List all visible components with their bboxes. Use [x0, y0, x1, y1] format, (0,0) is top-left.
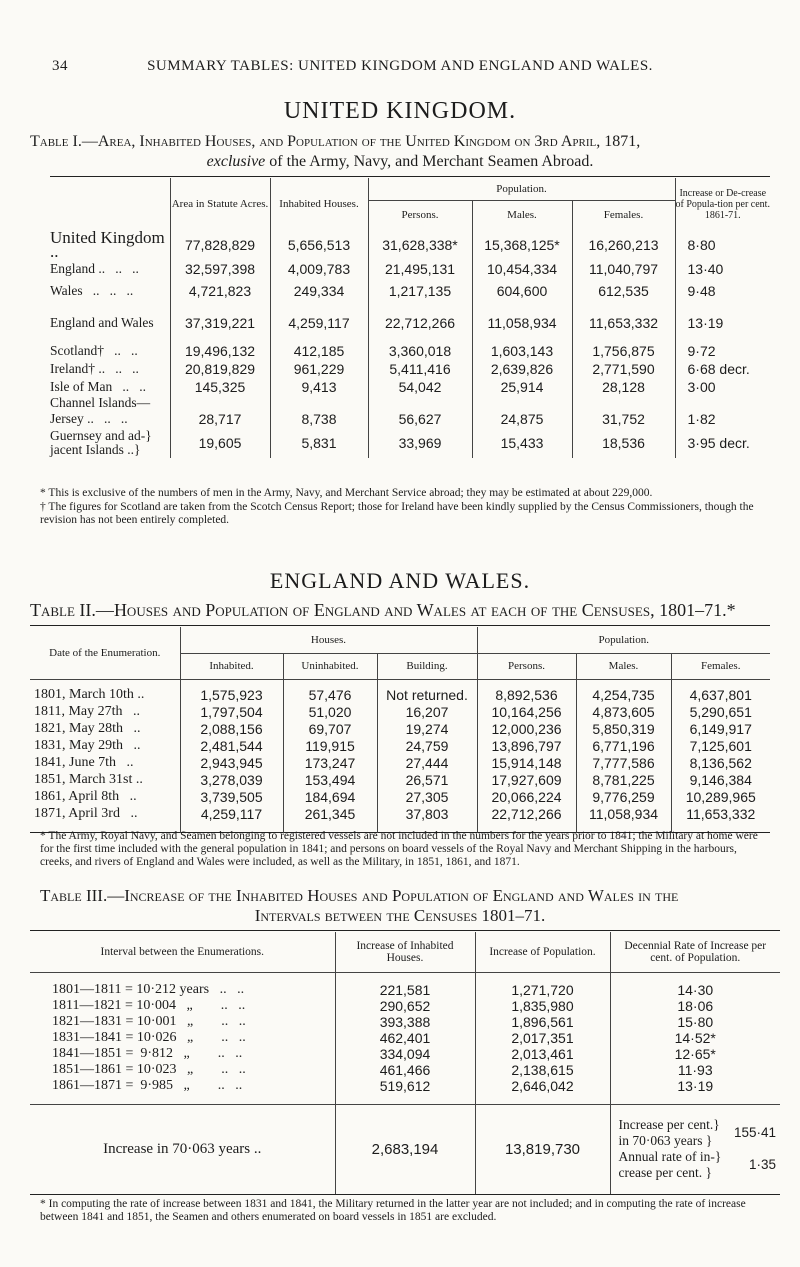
table-row	[30, 771, 770, 788]
table-row	[30, 737, 770, 754]
t3-header-population: Increase of Population.	[475, 932, 610, 972]
table1-caption-exclusive: exclusive	[206, 153, 266, 170]
males-cell: 5,850,319	[576, 720, 671, 737]
inhabited-cell: 1,797,504	[180, 703, 283, 720]
rate-cell: 12·65*	[610, 1046, 780, 1062]
table-row	[30, 1014, 780, 1030]
persons-cell: 21,495,131	[368, 260, 472, 278]
area-cell: 4,721,823	[170, 278, 270, 304]
t2-header-population: Population.	[477, 627, 770, 653]
building-cell: 16,207	[377, 703, 477, 720]
persons-cell: 17,927,609	[477, 771, 576, 788]
persons-cell: 20,066,224	[477, 788, 576, 805]
t3-rate-line1: Increase per cent.}	[618, 1117, 720, 1133]
table1-caption-line2	[0, 152, 800, 172]
running-title: SUMMARY TABLES: UNITED KINGDOM AND ENGLAND AND WALES.	[147, 58, 653, 74]
t3-header-interval: Interval between the Enumerations.	[100, 945, 264, 958]
males-cell: 1,603,143	[472, 342, 572, 360]
table-row	[50, 378, 770, 396]
females-cell: 7,125,601	[671, 737, 770, 754]
building-cell: 19,274	[377, 720, 477, 737]
uninhabited-cell: 261,345	[283, 805, 377, 822]
t3-total-row	[30, 1104, 780, 1194]
males-cell: 8,781,225	[576, 771, 671, 788]
houses-cell: 961,229	[270, 360, 368, 378]
males-cell: 2,639,826	[472, 360, 572, 378]
population-increase-cell: 1,896,561	[475, 1014, 610, 1030]
persons-cell: 15,914,148	[477, 754, 576, 771]
t2-header-building: Building.	[377, 653, 477, 679]
table1-top-rule	[50, 176, 770, 177]
row-name: Guernsey and ad-} jacent Islands ..}	[50, 428, 156, 457]
t3-header-rate: Decennial Rate of Increase per cent. of Population.	[610, 932, 780, 972]
table-row	[50, 360, 770, 378]
t3-total-rate	[610, 1104, 780, 1194]
rate-cell: 15·80	[610, 1014, 780, 1030]
table2-footnote: * The Army, Royal Navy, and Seamen belonging to registered vessels are not included in the numbers for the years prior to 1841; the Military at home were for the first time included with the general population in 1841; and persons on board vessels of the Royal Navy and Merchant Shipping in the harbours, creeks, and rivers of England and Wales were included, as well as the Military, in 1851, 1861, and 1871.	[40, 830, 758, 868]
houses-increase-cell: 290,652	[335, 998, 475, 1014]
females-cell	[572, 396, 675, 410]
population-increase-cell: 2,138,615	[475, 1062, 610, 1078]
houses-increase-cell: 462,401	[335, 1030, 475, 1046]
t2-body	[30, 679, 770, 832]
table3-caption-line2: Intervals between the Censuses 1801–71.	[254, 906, 546, 925]
row-name: Scotland† .. ..	[50, 343, 138, 358]
persons-cell: 12,000,236	[477, 720, 576, 737]
males-cell: 15,368,125*	[472, 230, 572, 260]
table3-caption-main: Increase of the Inhabited Houses and Population of England and Wales in the	[124, 886, 679, 905]
area-cell: 19,496,132	[170, 342, 270, 360]
row-name: Channel Islands—	[50, 395, 151, 410]
date-cell: 1841, June 7th ..	[34, 754, 134, 770]
males-cell: 7,777,586	[576, 754, 671, 771]
houses-cell: 4,259,117	[270, 304, 368, 342]
table1-caption	[30, 132, 770, 152]
houses-increase-cell: 334,094	[335, 1046, 475, 1062]
table-row	[50, 278, 770, 304]
rate-cell: 11·93	[610, 1062, 780, 1078]
interval-cell: 1861—1871 = 9·985 „ .. ..	[52, 1078, 243, 1093]
table-row	[50, 230, 770, 260]
table3-bottom-rule	[30, 1194, 780, 1195]
t3-body	[30, 972, 780, 1104]
t1-header-females: Females.	[572, 200, 675, 230]
table1-caption-main: Area, Inhabited Houses, and Population of the United Kingdom on 3rd April, 1871,	[97, 133, 641, 150]
increase-cell: 13·19	[675, 304, 770, 342]
table-row	[50, 428, 770, 458]
inhabited-cell: 2,481,544	[180, 737, 283, 754]
increase-cell	[675, 396, 770, 410]
table3-label: Table III.—	[40, 886, 125, 905]
date-cell: 1801, March 10th ..	[34, 687, 145, 702]
building-cell: 27,305	[377, 788, 477, 805]
increase-cell: 9·72	[675, 342, 770, 360]
area-cell: 32,597,398	[170, 260, 270, 278]
houses-cell: 249,334	[270, 278, 368, 304]
persons-cell: 33,969	[368, 428, 472, 458]
males-cell: 10,454,334	[472, 260, 572, 278]
section-heading-united-kingdom: UNITED KINGDOM.	[283, 98, 517, 124]
t3-rate-value2: 1·35	[748, 1157, 776, 1173]
uninhabited-cell: 69,707	[283, 720, 377, 737]
males-cell: 4,254,735	[576, 679, 671, 703]
inhabited-cell: 2,943,945	[180, 754, 283, 771]
females-cell: 16,260,213	[572, 230, 675, 260]
t1-header-persons: Persons.	[368, 200, 472, 230]
table1	[50, 178, 770, 458]
interval-cell: 1801—1811 = 10·212 years .. ..	[52, 982, 245, 997]
houses-cell: 4,009,783	[270, 260, 368, 278]
table3-footnote: * In computing the rate of increase between 1831 and 1841, the Military returned in the latter year are not included; and in computing the rate of increase between 1841 and 1851, the Seamen and others enumerated on board vessels in 1851 are excluded.	[40, 1198, 746, 1223]
inhabited-cell: 3,278,039	[180, 771, 283, 788]
males-cell: 11,058,934	[576, 805, 671, 822]
date-cell: 1871, April 3rd ..	[34, 805, 138, 821]
running-head	[0, 58, 800, 80]
houses-cell: 9,413	[270, 378, 368, 396]
females-cell: 2,771,590	[572, 360, 675, 378]
interval-cell: 1811—1821 = 10·004 „ .. ..	[52, 998, 246, 1013]
males-cell: 6,771,196	[576, 737, 671, 754]
t1-body	[50, 230, 770, 458]
row-name: Ireland† .. .. ..	[50, 361, 139, 376]
persons-cell: 56,627	[368, 410, 472, 428]
area-cell: 77,828,829	[170, 230, 270, 260]
area-cell: 19,605	[170, 428, 270, 458]
table2-top-rule	[30, 625, 770, 626]
table-spacer	[30, 1094, 780, 1104]
row-name: England .. .. ..	[50, 261, 139, 276]
persons-cell: 31,628,338*	[368, 230, 472, 260]
table3	[30, 932, 780, 1194]
table-row	[50, 260, 770, 278]
females-cell: 612,535	[572, 278, 675, 304]
t3-rate-line3: Annual rate of in-}	[618, 1149, 722, 1165]
row-name: Jersey .. .. ..	[50, 411, 128, 426]
persons-cell: 22,712,266	[368, 304, 472, 342]
table-row	[30, 754, 770, 771]
table-row	[30, 679, 770, 703]
interval-cell: 1851—1861 = 10·023 „ .. ..	[52, 1062, 246, 1077]
uninhabited-cell: 184,694	[283, 788, 377, 805]
table-row	[50, 410, 770, 428]
females-cell: 5,290,651	[671, 703, 770, 720]
building-cell: Not returned.	[377, 679, 477, 703]
area-cell: 37,319,221	[170, 304, 270, 342]
table-row	[30, 998, 780, 1014]
females-cell: 11,653,332	[671, 805, 770, 822]
increase-cell: 1·82	[675, 410, 770, 428]
inhabited-cell: 4,259,117	[180, 805, 283, 822]
section-heading-england-wales: ENGLAND AND WALES.	[269, 568, 531, 593]
houses-increase-cell: 221,581	[335, 972, 475, 998]
t2-header-date: Date of the Enumeration.	[49, 646, 161, 659]
table-row	[30, 703, 770, 720]
persons-cell: 22,712,266	[477, 805, 576, 822]
males-cell: 15,433	[472, 428, 572, 458]
t2-header-males: Males.	[576, 653, 671, 679]
uninhabited-cell: 57,476	[283, 679, 377, 703]
t2-header-inhabited: Inhabited.	[180, 653, 283, 679]
uninhabited-cell: 119,915	[283, 737, 377, 754]
persons-cell: 54,042	[368, 378, 472, 396]
t1-header-population: Population.	[368, 178, 675, 200]
t2-header-houses: Houses.	[180, 627, 477, 653]
table1-footnote2: † The figures for Scotland are taken from the Scotch Census Report; those for Ireland have been kindly supplied by the Census Commissioners, though the revision has not been entirely completed.	[40, 501, 754, 526]
table2	[30, 627, 770, 833]
table-row	[30, 972, 780, 998]
table1-caption-rest: of the Army, Navy, and Merchant Seamen Abroad.	[265, 153, 594, 170]
interval-cell: 1821—1831 = 10·001 „ .. ..	[52, 1014, 246, 1029]
increase-cell: 3·00	[675, 378, 770, 396]
t1-header-houses: Inhabited Houses.	[270, 178, 368, 230]
t3-total-rate-block	[619, 1117, 781, 1181]
interval-cell: 1831—1841 = 10·026 „ .. ..	[52, 1030, 246, 1045]
date-cell: 1821, May 28th ..	[34, 720, 141, 736]
population-increase-cell: 1,271,720	[475, 972, 610, 998]
persons-cell: 8,892,536	[477, 679, 576, 703]
females-cell: 4,637,801	[671, 679, 770, 703]
row-name: United Kingdom ..	[50, 228, 169, 261]
t3-rate-line4: crease per cent. }	[618, 1165, 712, 1181]
houses-cell	[270, 396, 368, 410]
females-cell: 11,040,797	[572, 260, 675, 278]
t1-header-area: Area in Statute Acres.	[170, 178, 270, 230]
uninhabited-cell: 173,247	[283, 754, 377, 771]
females-cell: 6,149,917	[671, 720, 770, 737]
houses-increase-cell: 519,612	[335, 1078, 475, 1094]
date-cell: 1831, May 29th ..	[34, 737, 141, 753]
t1-header-males: Males.	[472, 200, 572, 230]
females-cell: 31,752	[572, 410, 675, 428]
row-name: England and Wales	[50, 315, 154, 330]
area-cell: 20,819,829	[170, 360, 270, 378]
houses-cell: 5,656,513	[270, 230, 368, 260]
table-row	[30, 805, 770, 822]
t2-header-uninhabited: Uninhabited.	[283, 653, 377, 679]
males-cell: 24,875	[472, 410, 572, 428]
date-cell: 1811, May 27th ..	[34, 703, 141, 719]
females-cell: 8,136,562	[671, 754, 770, 771]
females-cell: 9,146,384	[671, 771, 770, 788]
rate-cell: 13·19	[610, 1078, 780, 1094]
persons-cell: 3,360,018	[368, 342, 472, 360]
table2-label: Table II.—	[30, 600, 114, 620]
persons-cell: 1,217,135	[368, 278, 472, 304]
persons-cell: 10,164,256	[477, 703, 576, 720]
t1-header-blank	[50, 178, 170, 230]
houses-increase-cell: 461,466	[335, 1062, 475, 1078]
building-cell: 27,444	[377, 754, 477, 771]
population-increase-cell: 1,835,980	[475, 998, 610, 1014]
t3-rate-value1: 155·41	[733, 1125, 776, 1141]
rate-cell: 18·06	[610, 998, 780, 1014]
table-row	[50, 304, 770, 342]
increase-cell: 3·95 decr.	[675, 428, 770, 458]
row-name: Wales .. .. ..	[50, 283, 134, 298]
uninhabited-cell: 51,020	[283, 703, 377, 720]
increase-cell: 8·80	[675, 230, 770, 260]
table-row	[30, 1078, 780, 1094]
area-cell	[170, 396, 270, 410]
houses-cell: 412,185	[270, 342, 368, 360]
females-cell: 28,128	[572, 378, 675, 396]
persons-cell: 5,411,416	[368, 360, 472, 378]
females-cell: 1,756,875	[572, 342, 675, 360]
females-cell: 11,653,332	[572, 304, 675, 342]
area-cell: 145,325	[170, 378, 270, 396]
persons-cell	[368, 396, 472, 410]
population-increase-cell: 2,017,351	[475, 1030, 610, 1046]
table-row	[30, 1046, 780, 1062]
table-row	[30, 788, 770, 805]
t3-total-interval: Increase in 70·063 years ..	[103, 1140, 262, 1157]
population-increase-cell: 2,646,042	[475, 1078, 610, 1094]
table2-caption-main: Houses and Population of England and Wales at each of the Censuses, 1801–71.*	[113, 600, 736, 620]
houses-increase-cell: 393,388	[335, 1014, 475, 1030]
building-cell: 37,803	[377, 805, 477, 822]
table-row	[30, 720, 770, 737]
houses-cell: 5,831	[270, 428, 368, 458]
t2-header-persons: Persons.	[477, 653, 576, 679]
table1-label: Table I.—	[30, 133, 98, 150]
t1-header-increase: Increase or De-crease of Popula-tion per cent. 1861-71.	[675, 178, 770, 230]
t3-total-population: 13,819,730	[475, 1104, 610, 1194]
t2-header-females: Females.	[671, 653, 770, 679]
t3-total-houses: 2,683,194	[335, 1104, 475, 1194]
table-row	[30, 1062, 780, 1078]
males-cell	[472, 396, 572, 410]
houses-cell: 8,738	[270, 410, 368, 428]
inhabited-cell: 1,575,923	[180, 679, 283, 703]
table3-caption-line1	[40, 886, 780, 906]
t3-header-houses: Increase of Inhabited Houses.	[335, 932, 475, 972]
area-cell: 28,717	[170, 410, 270, 428]
building-cell: 26,571	[377, 771, 477, 788]
uninhabited-cell: 153,494	[283, 771, 377, 788]
inhabited-cell: 2,088,156	[180, 720, 283, 737]
females-cell: 18,536	[572, 428, 675, 458]
table2-caption	[30, 600, 790, 620]
males-cell: 4,873,605	[576, 703, 671, 720]
population-increase-cell: 2,013,461	[475, 1046, 610, 1062]
table1-footnote1: * This is exclusive of the numbers of men in the Army, Navy, and Merchant Service abroad; they may be estimated at about 229,000.	[40, 487, 653, 499]
males-cell: 25,914	[472, 378, 572, 396]
table-row	[30, 1030, 780, 1046]
page-number: 34	[52, 58, 68, 74]
increase-cell: 13·40	[675, 260, 770, 278]
date-cell: 1851, March 31st ..	[34, 771, 143, 787]
date-cell: 1861, April 8th ..	[34, 788, 137, 804]
interval-cell: 1841—1851 = 9·812 „ .. ..	[52, 1046, 243, 1061]
increase-cell: 6·68 decr.	[675, 360, 770, 378]
inhabited-cell: 3,739,505	[180, 788, 283, 805]
rate-cell: 14·30	[610, 972, 780, 998]
row-name: Isle of Man .. ..	[50, 379, 146, 394]
table-row	[50, 342, 770, 360]
males-cell: 11,058,934	[472, 304, 572, 342]
increase-cell: 9·48	[675, 278, 770, 304]
males-cell: 604,600	[472, 278, 572, 304]
table-row	[50, 396, 770, 410]
table3-top-rule	[30, 930, 780, 931]
males-cell: 9,776,259	[576, 788, 671, 805]
t3-rate-line2: in 70·063 years }	[618, 1133, 713, 1149]
persons-cell: 13,896,797	[477, 737, 576, 754]
building-cell: 24,759	[377, 737, 477, 754]
rate-cell: 14·52*	[610, 1030, 780, 1046]
females-cell: 10,289,965	[671, 788, 770, 805]
